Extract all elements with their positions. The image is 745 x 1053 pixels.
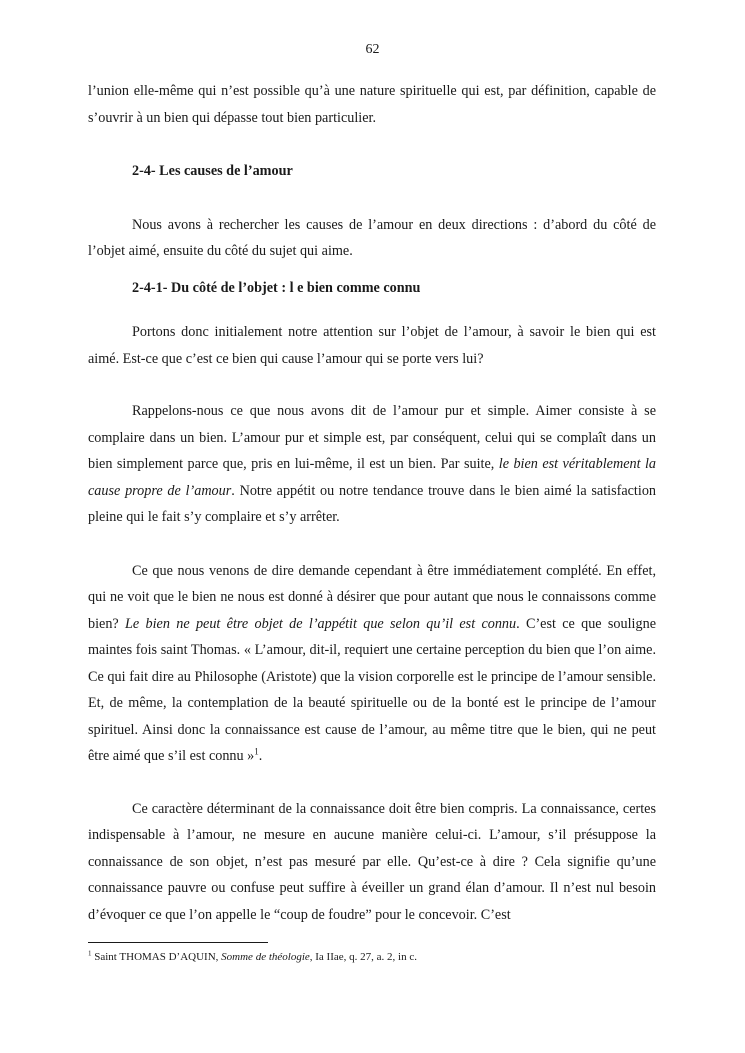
main-text [88,78,656,928]
footnote: $^1$ Saint THOMAS D’AQUIN, Somme de théologie, Ia IIae, q. 27, a. 2, in c. [88,949,417,963]
emphasis-text: le bien est véritablement la cause propre de l’amour [88,456,656,499]
intro-paragraph: l’union elle-même qui n’est possible qu’à une nature spirituelle qui est, par définition, capable de s’ouvrir à un bien qui dépasse tout bien particulier. [88,83,656,126]
paragraph-4: Ce caractère déterminant de la connaissance doit être bien compris. La connaissance, certes indispensable à l’amour, ne mesure en aucune manière celui-ci. L’amour, s’il présuppose la connaissance de son objet, n’est pas mesuré par elle. Qu’est-ce à dire ? Cela signifie qu’une connaissance pauvre ou confuse peut suffire à éveiller un grand élan d’amour. Il n’est nul besoin d’évoquer ce que l’on appelle le “coup de foudre” pour le concevoir. C’est [88,800,656,923]
footnote-number: 1 [88,949,92,958]
paragraph-3: Ce que nous venons de dire demande cependant à être immédiatement complété. En effet, qui ne voit que le bien ne nous est donné à désirer que pour autant que nous le connaissons comme bien? Le bien ne peut être objet de l’appétit que selon qu’il est connu. C’est ce que souligne maintes fois saint Thomas. « L’amour, dit-il, requiert une certaine perception du bien que l’on aime. Ce qui fait dire au Philosophe (Aristote) que la vision corporelle est le principe de l’amour sensible. Et, de même, la contemplation de la beauté spirituelle ou de la bonté est le principe de l’amour spirituel. Ainsi donc la connaissance est cause de l’amour, au même titre que le bien, qui ne peut être aimé que s’il est connu »$^1$. [88,562,656,764]
paragraph-1: Portons donc initialement notre attention sur l’objet de l’amour, à savoir le bien qui est aimé. Est-ce que c’est ce bien qui cause l’amour qui se porte vers lui? [88,324,656,367]
footnote-divider [88,942,268,943]
footnote-title: Somme de théologie [221,951,310,963]
page-number: 62 [365,42,380,57]
emphasis-text: Le bien ne peut être objet de l’appétit que selon qu’il est connu [125,615,517,632]
section-paragraph: Nous avons à rechercher les causes de l’amour en deux directions : d’abord du côté de l’objet aimé, ensuite du côté du sujet qui aime. [88,216,656,259]
subsection-heading: 2-4-1- Du côté de l’objet : l e bien comme connu [132,279,421,296]
paragraph-2: Rappelons-nous ce que nous avons dit de l’amour pur et simple. Aimer consiste à se complaire dans un bien. L’amour pur et simple est, par conséquent, celui qui se complaît dans un bien simplement parce que, pris en lui-même, il est un bien. Par suite, le bien est véritablement la cause propre de l’amour. Notre appétit ou notre tendance trouve dans le bien aimé la satisfaction pleine qui le fait s’y complaire et s’y arrêter. [88,403,657,525]
footnote-reference[interactable]: 1 [254,746,259,757]
section-heading: 2-4- Les causes de l’amour [132,163,293,179]
